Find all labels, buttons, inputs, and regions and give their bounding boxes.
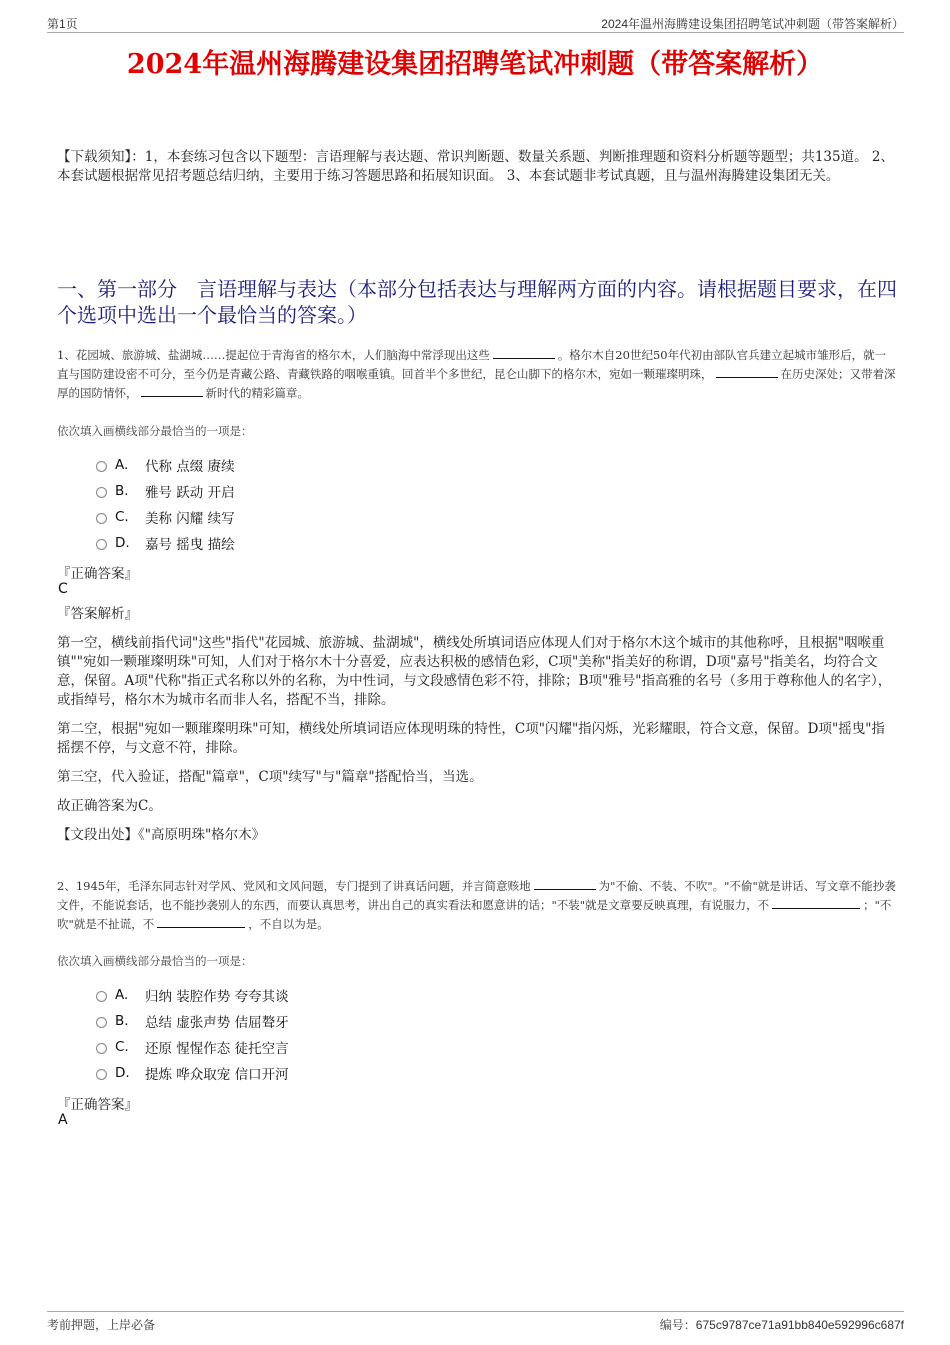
document-code: 编号：675c9787ce71a91bb840e592996c687f xyxy=(659,1318,904,1332)
download-notice: 【下载须知】：1，本套练习包含以下题型：言语理解与表达题、常识判断题、数量关系题、判断推理题和资料分析题等题型；共135道。 2、本套试题根据常见招考题总结归纳，主要用于练习答题思路和拓展知识面。 3、本套试题非考试真题，且与温州海腾建设集团无关。 xyxy=(57,149,894,184)
page-number: 第1页 xyxy=(47,17,78,31)
analysis-paragraph: 第二空，根据"宛如一颗璀璨明珠"可知，横线处所填词语应体现明珠的特性，C项"闪耀"指闪烁，光彩耀眼，符合文意，保留。D项"摇曳"指摇摆不停，与文意不符，排除。 xyxy=(57,721,885,756)
correct-answer: C xyxy=(58,581,68,597)
question-2-options xyxy=(96,982,289,1086)
blank-3 xyxy=(141,385,203,397)
question-1-stem: 1、花园城、旅游城、盐湖城……提起位于青海省的格尔木，人们脑海中常浮现出这些 。格尔木自20世纪50年代初由部队官兵建立起城市雏形后，就一直与国防建设密不可分，至今仍是青藏公路、青藏铁路的咽喉重镇。回首半个多世纪，昆仑山脚下的格尔木，宛如一颗璀璨明珠， 在历史深处；又带着深厚的国防情怀， 新时代的精彩篇章。 xyxy=(57,348,896,400)
passage-source: 【文段出处】《"高原明珠"格尔木》 xyxy=(57,827,266,843)
question-2-prompt: 依次填入画横线部分最恰当的一项是： xyxy=(57,954,253,968)
option-c[interactable]: C. 还原 惺惺作态 徒托空言 xyxy=(96,1034,289,1060)
option-d[interactable]: D. 嘉号 摇曳 描绘 xyxy=(96,530,235,556)
option-d[interactable]: D. 提炼 哗众取宠 信口开河 xyxy=(96,1060,289,1086)
radio-button-icon[interactable] xyxy=(96,461,107,472)
document-title: 2024年温州海腾建设集团招聘笔试冲刺题（带答案解析） xyxy=(126,49,824,80)
option-a[interactable]: A. 归纳 装腔作势 夸夸其谈 xyxy=(96,982,289,1008)
radio-button-icon[interactable] xyxy=(96,991,107,1002)
question-2-stem: 2、1945年，毛泽东同志针对学风、党风和文风问题，专门提到了讲真话问题，并言简意赅地 为"不偷、不装、不吹"。"不偷"就是讲话、写文章不能抄袭文件，不能说套话，也不能抄袭别人的东西，而要认真思考，讲出自己的真实看法和愿意讲的话；"不装"就是文章要反映真理，有说服力，不 ；"不吹"就是不扯谎，不 ，不自以为是。 xyxy=(57,879,896,931)
blank-3 xyxy=(157,916,245,928)
correct-answer-label: 『正确答案』 xyxy=(57,566,138,582)
question-1-prompt: 依次填入画横线部分最恰当的一项是： xyxy=(57,424,253,438)
analysis-paragraph: 故正确答案为C。 xyxy=(57,798,162,814)
footer-slogan: 考前押题，上岸必备 xyxy=(47,1318,156,1332)
radio-button-icon[interactable] xyxy=(96,1043,107,1054)
header-doc-title: 2024年温州海腾建设集团招聘笔试冲刺题（带答案解析） xyxy=(601,17,904,31)
option-c[interactable]: C. 美称 闪耀 续写 xyxy=(96,504,235,530)
section-heading: 一、第一部分 言语理解与表达（本部分包括表达与理解两方面的内容。请根据题目要求，在四个选项中选出一个最恰当的答案。） xyxy=(57,277,897,327)
correct-answer-label: 『正确答案』 xyxy=(57,1097,138,1113)
answer-analysis xyxy=(57,634,897,855)
radio-button-icon[interactable] xyxy=(96,1017,107,1028)
page-header xyxy=(47,15,904,33)
blank-2 xyxy=(772,897,860,909)
analysis-paragraph: 第一空，横线前指代词"这些"指代"花园城、旅游城、盐湖城"，横线处所填词语应体现人们对于格尔木这个城市的其他称呼，且根据"咽喉重镇""宛如一颗璀璨明珠"可知，人们对于格尔木十分喜爱，应表达积极的感情色彩，C项"美称"指美好的称谓，D项"嘉号"指美名，均符合文意，保留。A项"代称"指正式名称以外的名称，为中性词，与文段感情色彩不符，排除；B项"雅号"指高雅的名号（多用于尊称他人的名字），或指绰号，格尔木为城市名而非人名，搭配不当，排除。 xyxy=(57,635,892,708)
radio-button-icon[interactable] xyxy=(96,1069,107,1080)
option-a[interactable]: A. 代称 点缀 赓续 xyxy=(96,452,235,478)
analysis-paragraph: 第三空，代入验证，搭配"篇章"，C项"续写"与"篇章"搭配恰当，当选。 xyxy=(57,769,483,785)
blank-2 xyxy=(716,366,778,378)
analysis-label: 『答案解析』 xyxy=(57,606,138,622)
correct-answer: A xyxy=(58,1112,68,1128)
blank-1 xyxy=(534,878,596,890)
radio-button-icon[interactable] xyxy=(96,487,107,498)
option-b[interactable]: B. 总结 虚张声势 佶屈聱牙 xyxy=(96,1008,289,1034)
question-1-options xyxy=(96,452,235,556)
blank-1 xyxy=(493,347,555,359)
option-b[interactable]: B. 雅号 跃动 开启 xyxy=(96,478,235,504)
radio-button-icon[interactable] xyxy=(96,513,107,524)
page-footer xyxy=(47,1311,904,1331)
radio-button-icon[interactable] xyxy=(96,539,107,550)
